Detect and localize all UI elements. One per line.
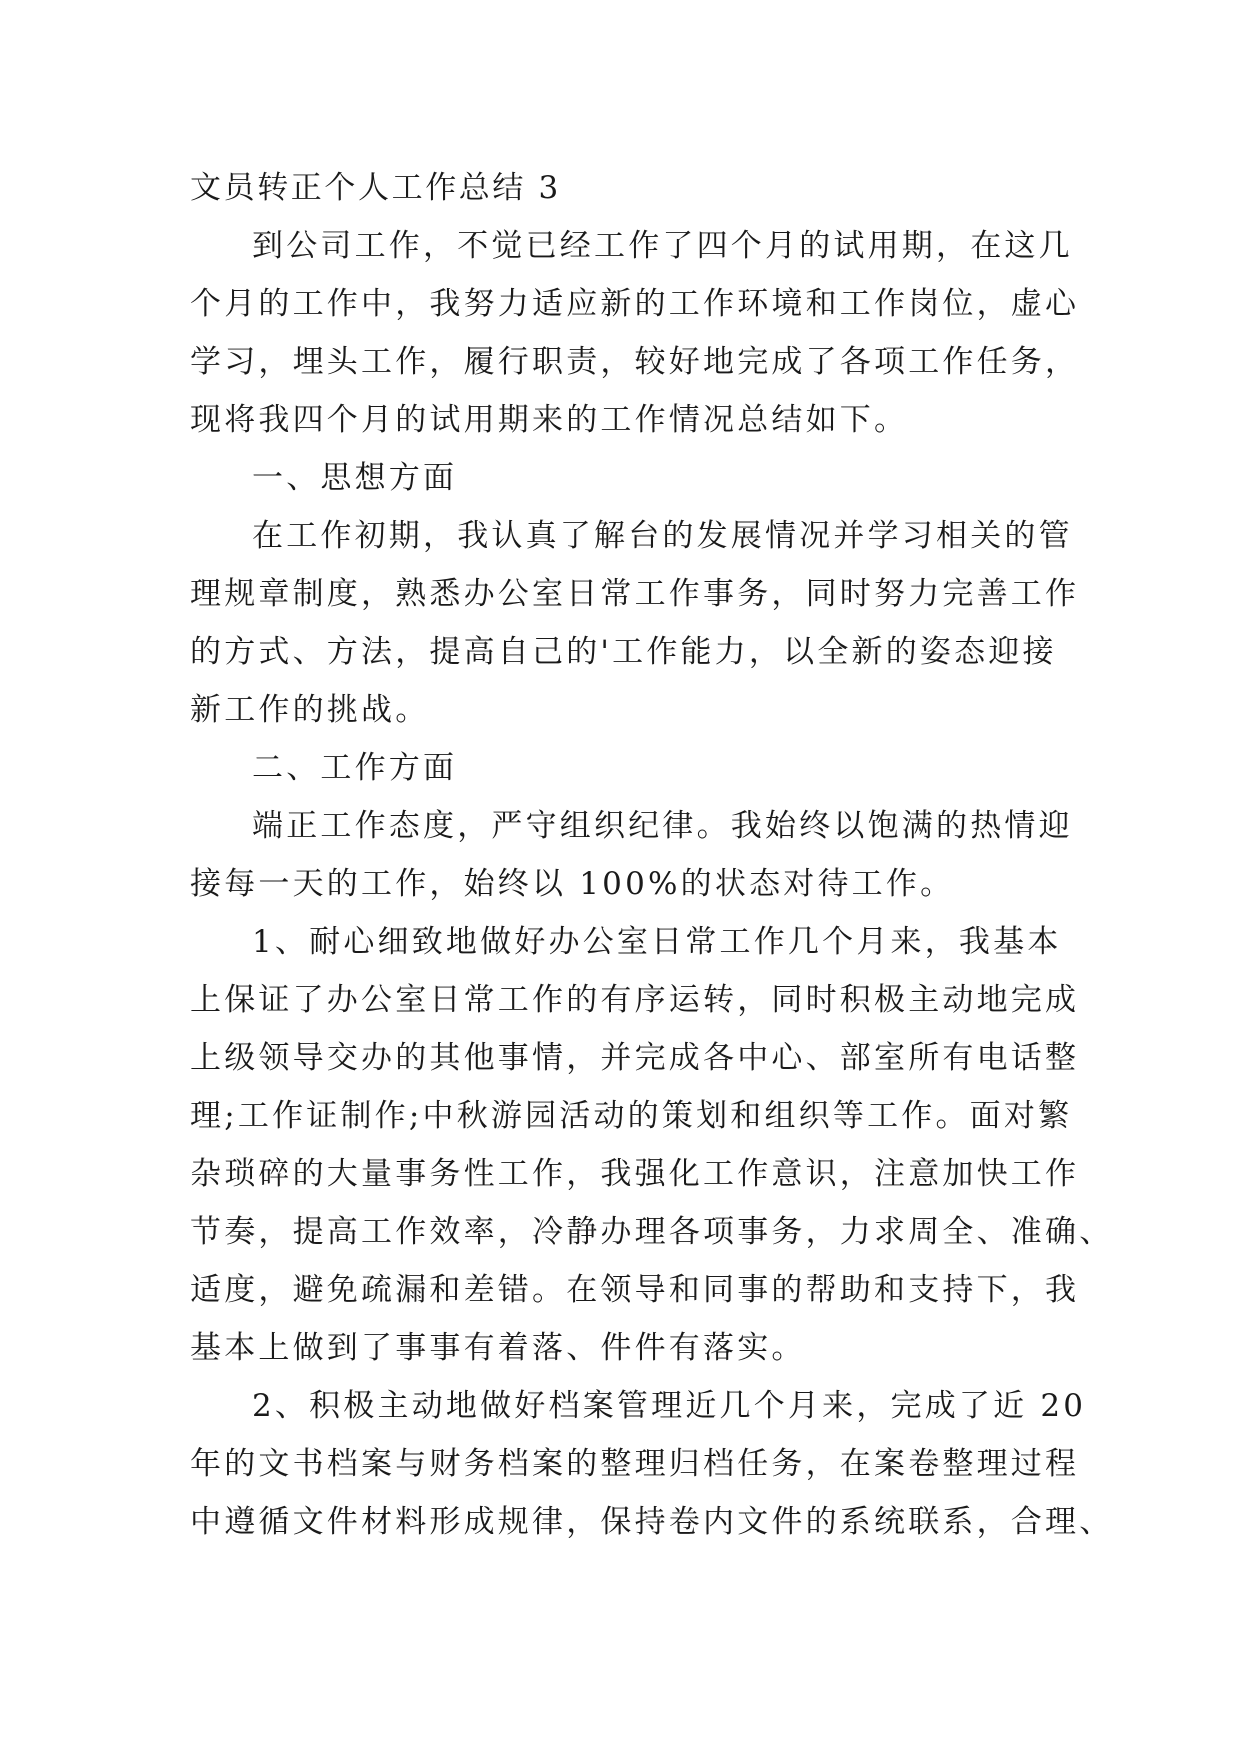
paragraph-line: 个月的工作中，我努力适应新的工作环境和工作岗位，虚心 [190,286,1080,322]
paragraph-line: 的方式、方法，提高自己的'工作能力，以全新的姿态迎接 [190,634,1057,670]
paragraph-line: 适度，避免疏漏和差错。在领导和同事的帮助和支持下，我 [190,1272,1080,1308]
section-heading: 二、工作方面 [252,750,458,786]
paragraph-line: 上级领导交办的其他事情，并完成各中心、部室所有电话整 [190,1040,1080,1076]
paragraph-line: 理规章制度，熟悉办公室日常工作事务，同时努力完善工作 [190,576,1080,612]
section-heading: 一、思想方面 [252,460,458,496]
paragraph-line: 理;工作证制作;中秋游园活动的策划和组织等工作。面对繁 [190,1098,1073,1134]
paragraph-line: 节奏，提高工作效率，冷静办理各项事务，力求周全、准确、 [190,1214,1114,1250]
paragraph-line: 中遵循文件材料形成规律，保持卷内文件的系统联系，合理、 [190,1504,1114,1540]
paragraph-line: 新工作的挑战。 [190,692,430,728]
paragraph-line: 到公司工作，不觉已经工作了四个月的试用期，在这几 [252,228,1073,264]
paragraph-line: 杂琐碎的大量事务性工作，我强化工作意识，注意加快工作 [190,1156,1080,1192]
document-title: 文员转正个人工作总结 3 [190,170,561,206]
paragraph-line: 现将我四个月的试用期来的工作情况总结如下。 [190,402,909,438]
paragraph-line: 1、耐心细致地做好办公室日常工作几个月来，我基本 [252,924,1062,960]
paragraph-line: 在工作初期，我认真了解台的发展情况并学习相关的管 [252,518,1073,554]
paragraph-line: 学习，埋头工作，履行职责，较好地完成了各项工作任务， [190,344,1080,380]
paragraph-line: 基本上做到了事事有着落、件件有落实。 [190,1330,806,1366]
paragraph-line: 2、积极主动地做好档案管理近几个月来，完成了近 20 [252,1388,1087,1424]
paragraph-line: 接每一天的工作，始终以 100%的状态对待工作。 [190,866,955,902]
paragraph-line: 年的文书档案与财务档案的整理归档任务，在案卷整理过程 [190,1446,1080,1482]
paragraph-line: 上保证了办公室日常工作的有序运转，同时积极主动地完成 [190,982,1080,1018]
paragraph-line: 端正工作态度，严守组织纪律。我始终以饱满的热情迎 [252,808,1073,844]
